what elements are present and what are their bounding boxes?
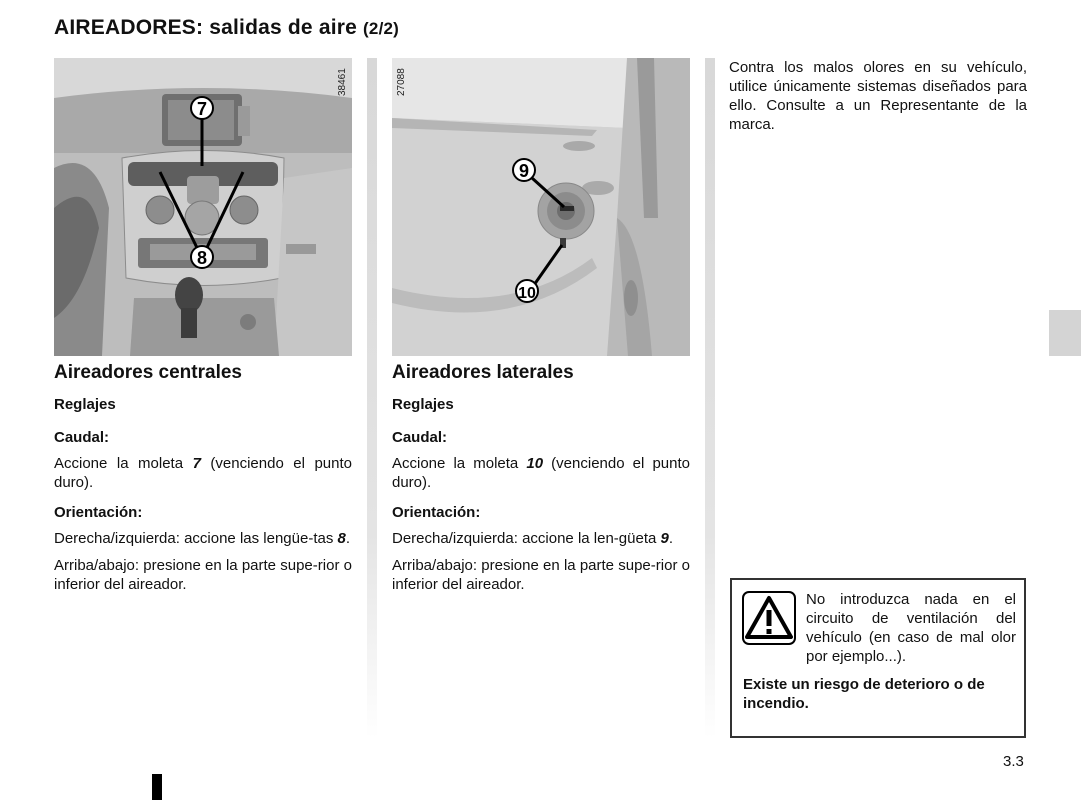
orientacion-label: Orientación: <box>54 504 143 521</box>
warning-box <box>730 578 1026 738</box>
callout-8: 8 <box>196 248 208 268</box>
orientation-lr-text: Derecha/izquierda: accione las lengüe-tas 8. <box>54 530 351 547</box>
side-vent-photo <box>392 58 690 356</box>
lengueta-ref: 8 <box>337 530 346 547</box>
column-notes <box>729 58 1027 134</box>
section-tab <box>1049 310 1081 356</box>
caudal-text: Accione la moleta 10 (venciendo el punto duro). <box>392 455 690 491</box>
caudal-label: Caudal: <box>392 429 448 446</box>
warning-risk-text: Existe un riesgo de deterioro o de incendio. <box>743 676 985 712</box>
orientacion-label: Orientación: <box>392 504 481 521</box>
dashboard-photo <box>54 58 352 356</box>
dashboard-illustration <box>54 58 352 356</box>
moleta-ref: 7 <box>192 455 201 472</box>
orientation-ud-text: Arriba/abajo: presione en la parte supe-rior o inferior del aireador. <box>392 557 690 593</box>
warning-triangle-icon <box>742 591 796 645</box>
title-part: (2/2) <box>363 19 400 38</box>
reglajes-heading: Reglajes <box>54 396 116 413</box>
column-separator <box>367 58 377 738</box>
reglajes-heading: Reglajes <box>392 396 454 413</box>
side-vent-illustration <box>392 58 690 356</box>
section-heading: Aireadores centrales <box>54 362 242 383</box>
column-separator <box>705 58 715 738</box>
title-text: AIREADORES: salidas de aire <box>54 16 357 39</box>
callout-7: 7 <box>196 99 208 119</box>
crop-mark <box>152 774 162 800</box>
moleta-ref: 10 <box>526 455 544 472</box>
page-number: 3.3 <box>1003 753 1024 770</box>
photo-reference: 38461 <box>337 68 348 96</box>
lengueta-ref: 9 <box>660 530 669 547</box>
section-heading: Aireadores laterales <box>392 362 574 383</box>
caudal-text: Accione la moleta 7 (venciendo el punto duro). <box>54 455 352 491</box>
odor-note: Contra los malos olores en su vehículo, utilice únicamente sistemas diseñados para ello. Consulte a un Representante de la marca. <box>729 59 1027 133</box>
page-title <box>54 16 399 40</box>
column-central-vents <box>54 58 352 594</box>
column-side-vents <box>392 58 690 594</box>
photo-reference: 27088 <box>396 68 407 96</box>
callout-9: 9 <box>518 161 530 181</box>
warning-text: No introduzca nada en el circuito de ventilación del vehículo (en caso de mal olor por ejemplo...). <box>806 591 1016 665</box>
callout-10: 10 <box>518 285 536 302</box>
caudal-label: Caudal: <box>54 429 110 446</box>
orientation-lr-text: Derecha/izquierda: accione la len-güeta 9. <box>392 530 674 547</box>
orientation-ud-text: Arriba/abajo: presione en la parte supe-rior o inferior del aireador. <box>54 557 352 593</box>
